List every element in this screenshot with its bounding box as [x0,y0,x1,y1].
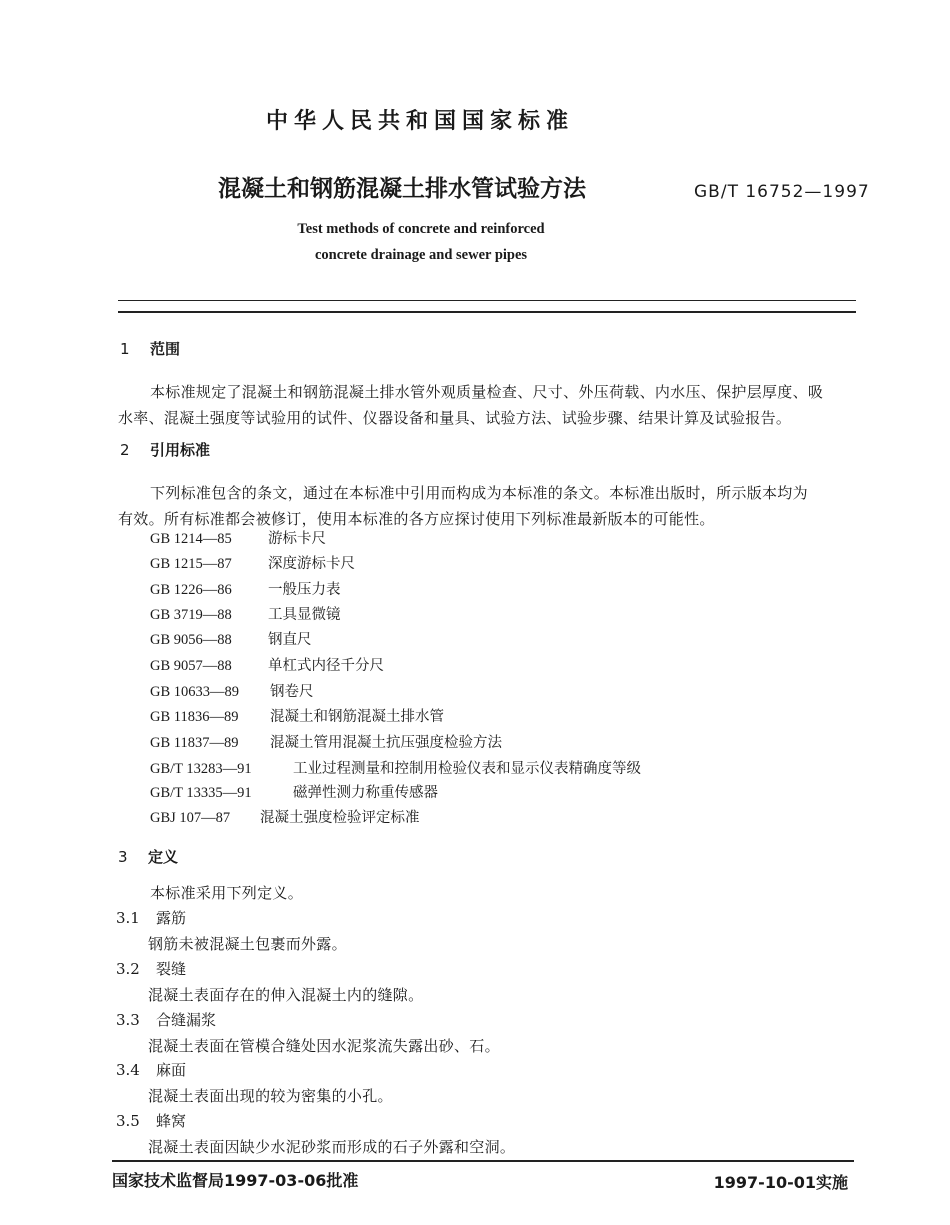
reference-item [150,578,341,599]
definition-text: 混凝土表面存在的伸入混凝土内的缝隙。 [148,986,424,1004]
reference-code: GB/T 13335—91 [150,785,252,801]
section-2-number: 2 [120,441,130,459]
header-rule-thick [118,311,856,313]
section-3-title: 定义 [148,848,179,866]
reference-name: 游标卡尺 [268,531,326,547]
document-title-cn: 混凝土和钢筋混凝土排水管试验方法 [218,176,586,202]
definition-term: 裂缝 [156,960,187,978]
definition-heading [116,1059,186,1080]
reference-name: 混凝土和钢筋混凝土排水管 [270,709,444,725]
reference-item [150,806,420,827]
reference-name: 混凝土强度检验评定标准 [260,810,420,826]
reference-name: 一般压力表 [268,582,341,598]
reference-code: GB 11836—89 [150,709,239,725]
definition-number: 3.5 [116,1112,140,1130]
definition-text: 混凝土表面出现的较为密集的小孔。 [148,1087,393,1105]
footer-rule [112,1160,854,1162]
country-standard-heading: 中华人民共和国国家标准 [265,109,574,134]
definition-number: 3.1 [116,909,140,927]
reference-code: GB/T 13283—91 [150,761,252,777]
reference-name: 混凝土管用混凝土抗压强度检验方法 [270,735,502,751]
definition-heading [116,958,186,979]
reference-name: 工业过程测量和控制用检验仪表和显示仪表精确度等级 [293,761,641,777]
approval-date: 国家技术监督局1997-03-06批准 [112,1171,359,1190]
section-3-heading [118,846,178,867]
reference-code: GB 1214—85 [150,531,232,547]
section-1-number: 1 [120,340,130,358]
definition-text: 混凝土表面因缺少水泥砂浆而形成的石子外露和空洞。 [148,1138,516,1156]
section-2-title: 引用标准 [150,441,211,459]
reference-item [150,552,355,573]
reference-item [150,654,384,675]
definition-term: 合缝漏浆 [156,1011,217,1029]
reference-code: GB 1215—87 [150,556,232,572]
definition-heading [116,907,186,928]
reference-name: 单杠式内径千分尺 [268,658,384,674]
section-2-para-line2: 有效。所有标准都会被修订，使用本标准的各方应探讨使用下列标准最新版本的可能性。 [118,510,715,528]
reference-item [150,680,314,701]
reference-code: GB 9056—88 [150,632,232,648]
reference-code: GB 3719—88 [150,607,232,623]
definition-number: 3.3 [116,1011,140,1029]
section-3-number: 3 [118,848,128,866]
reference-name: 钢直尺 [268,632,312,648]
document-title-en-line1: Test methods of concrete and reinforced [297,221,545,237]
definition-term: 麻面 [156,1061,187,1079]
section-2-para-line1: 下列标准包含的条文，通过在本标准中引用而构成为本标准的条文。本标准出版时，所示版本均为 [150,484,808,502]
reference-code: GB 11837—89 [150,735,239,751]
reference-item [150,757,641,778]
reference-name: 深度游标卡尺 [268,556,355,572]
definition-term: 露筋 [156,909,187,927]
reference-item [150,603,341,624]
section-1-para-line1: 本标准规定了混凝土和钢筋混凝土排水管外观质量检查、尺寸、外压荷载、内水压、保护层厚度、吸 [150,383,824,401]
section-1-heading [120,338,180,359]
definition-heading [116,1110,186,1131]
section-1-title: 范围 [150,340,181,358]
section-3-intro: 本标准采用下列定义。 [150,884,304,902]
section-2-heading [120,439,210,460]
document-title-en-line2: concrete drainage and sewer pipes [314,247,528,263]
reference-name: 磁弹性测力称重传感器 [293,785,438,801]
reference-item [150,628,312,649]
implementation-date: 1997-10-01实施 [713,1173,848,1192]
reference-item [150,731,502,752]
definition-number: 3.4 [116,1061,140,1079]
reference-code: GB 1226—86 [150,582,232,598]
reference-name: 工具显微镜 [268,607,341,623]
definition-number: 3.2 [116,960,140,978]
definition-heading [116,1009,216,1030]
reference-code: GB 9057—88 [150,658,232,674]
definition-text: 钢筋未被混凝土包裹而外露。 [148,935,347,953]
reference-item [150,527,326,548]
reference-code: GB 10633—89 [150,684,240,700]
reference-name: 钢卷尺 [270,684,314,700]
reference-item [150,781,438,802]
reference-code: GBJ 107—87 [150,810,231,826]
section-1-para-line2: 水率、混凝土强度等试验用的试件、仪器设备和量具、试验方法、试验步骤、结果计算及试验报告。 [118,409,792,427]
definition-term: 蜂窝 [156,1112,187,1130]
definition-text: 混凝土表面在管模合缝处因水泥浆流失露出砂、石。 [148,1037,500,1055]
standard-number: GB/T 16752—1997 [694,182,870,202]
reference-item [150,705,444,726]
header-rule-thin [118,300,856,301]
